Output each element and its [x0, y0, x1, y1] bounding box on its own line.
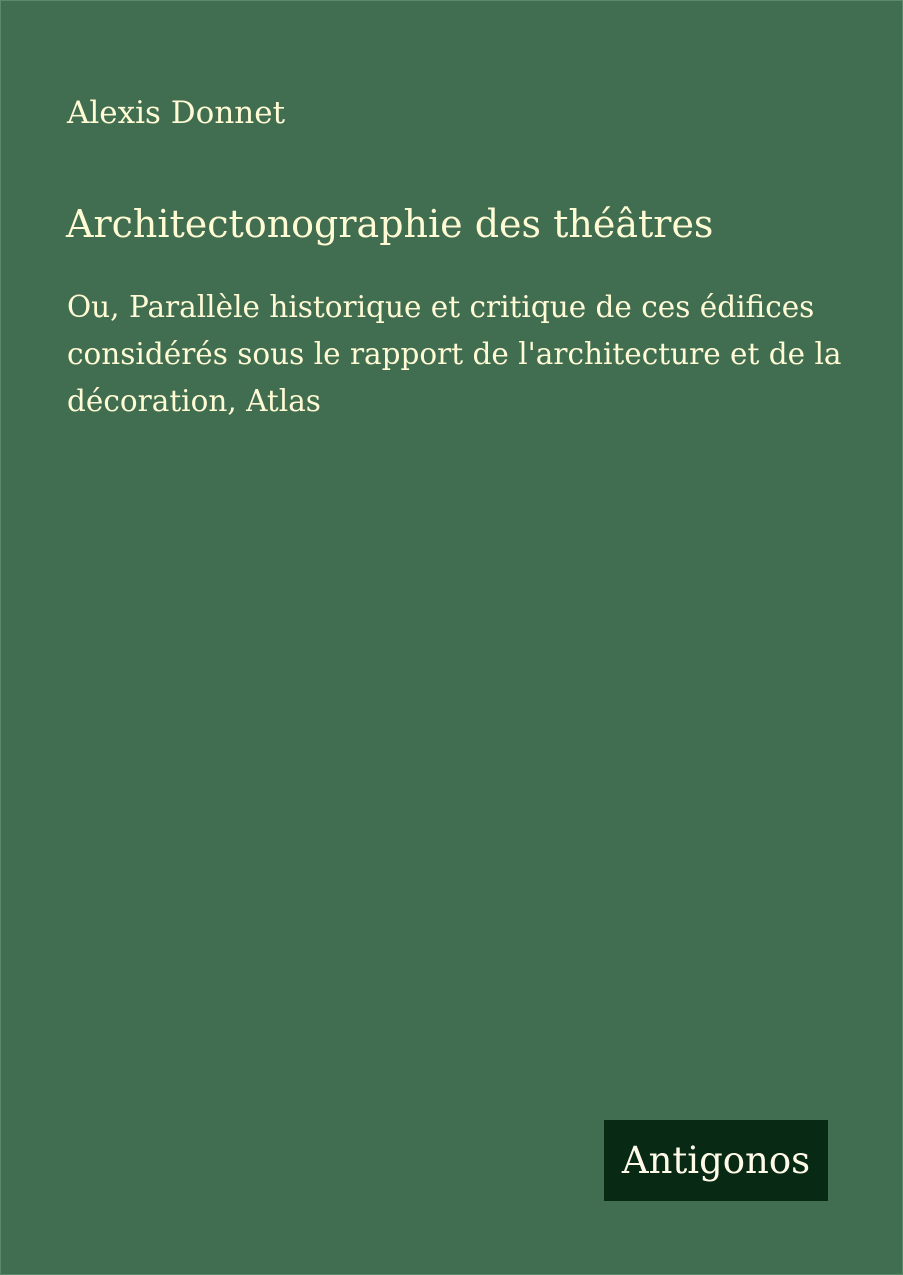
publisher-name: Antigonos [621, 1138, 811, 1182]
author-name: Alexis Donnet [67, 95, 286, 131]
book-subtitle: Ou, Parallèle historique et critique de ces édifices considérés sous le rapport de l'architecture et de la décoration, Atlas [67, 290, 842, 418]
book-title: Architectonographie des théâtres [66, 202, 714, 246]
publisher-badge [604, 1120, 828, 1201]
